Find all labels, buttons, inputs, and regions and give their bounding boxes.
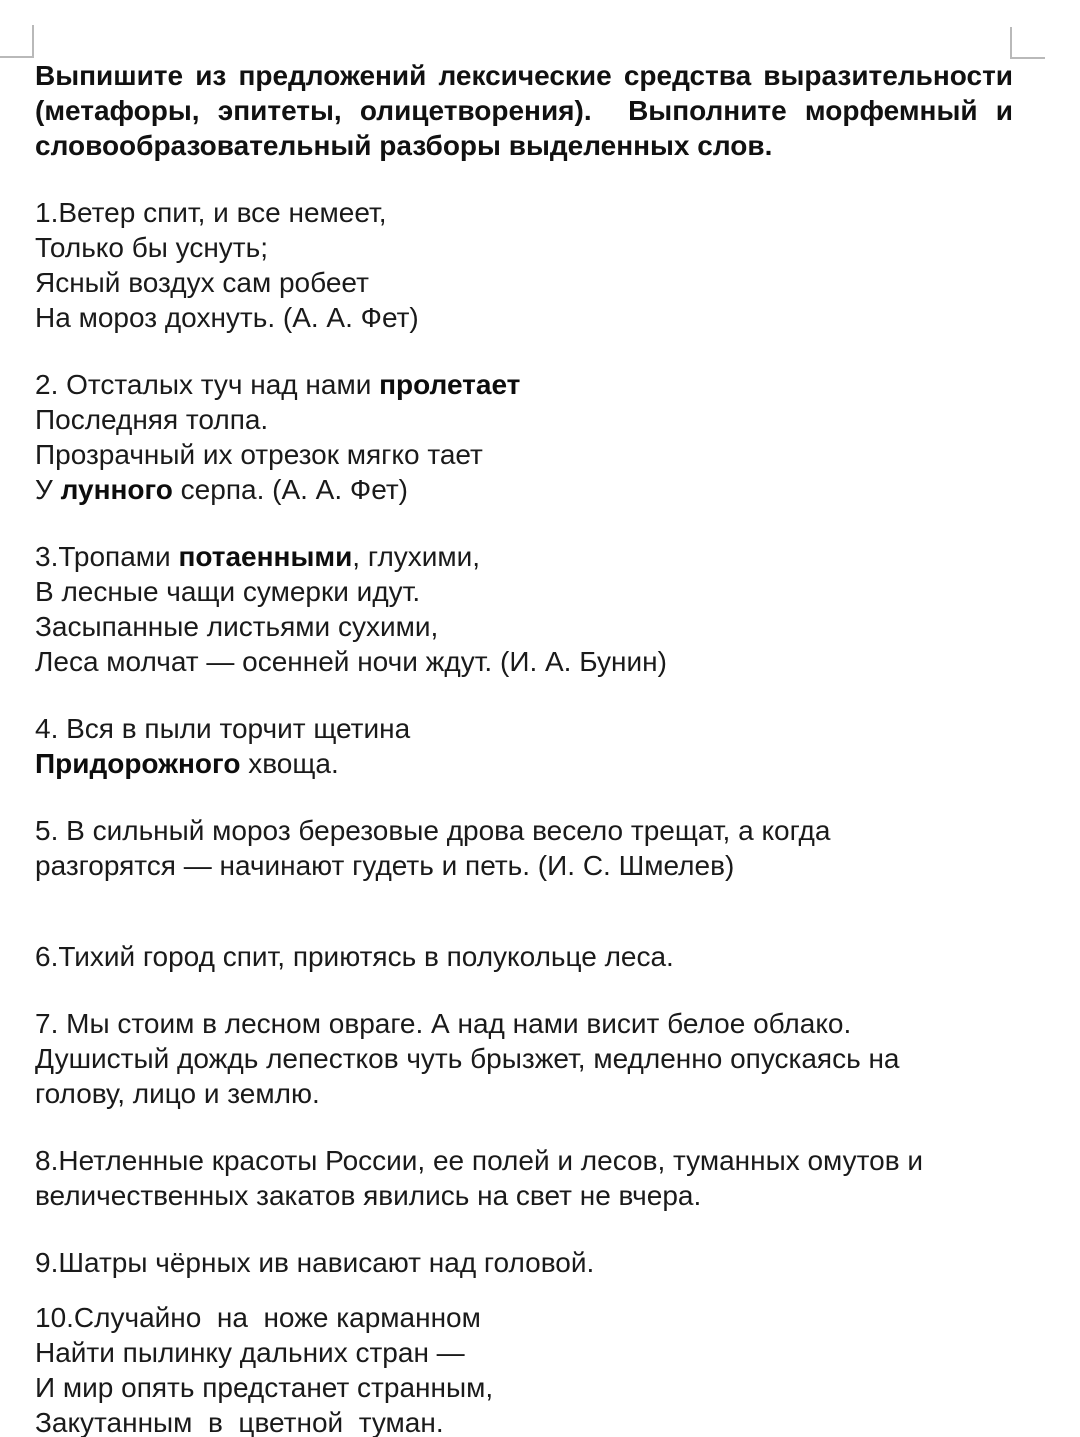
sentence-list [35,195,1013,1437]
page-corner-mark-top-right [1010,27,1045,59]
text-line [35,746,1013,781]
text-line [35,1335,1013,1370]
text-segment: 4. Вся в пыли торчит щетина [35,713,411,744]
text-segment: Прозрачный их отрезок мягко тает [35,439,483,470]
text-segment: У [35,474,61,505]
text-segment: И мир опять предстанет странным, [35,1372,494,1403]
text-line [35,1245,1013,1280]
text-line [35,402,1013,437]
text-line [35,1076,1013,1111]
text-item-9 [35,1245,1013,1280]
text-line [35,539,1013,574]
text-line [35,437,1013,472]
text-segment: 8.Нетленные красоты России, ее полей и лесов, туманных омутов и [35,1145,924,1176]
text-segment: хвоща. [240,748,339,779]
text-line [35,1041,1013,1076]
text-line [35,472,1013,507]
highlighted-word: лунного [60,474,173,505]
page-corner-mark-top-left [0,25,34,58]
text-item-7 [35,1006,1013,1111]
document-content [35,58,1013,1437]
text-line [35,574,1013,609]
text-segment: 1.Ветер спит, и все немеет, [35,197,387,228]
task-instructions-line: (метафоры, эпитеты, олицетворения). Выполните морфемный и [35,95,1013,126]
text-segment: серпа. (А. А. Фет) [172,474,408,505]
text-item-8 [35,1143,1013,1213]
text-segment: На мороз дохнуть. (А. А. Фет) [35,302,419,333]
text-segment: Только бы уснуть; [35,232,268,263]
text-line [35,265,1013,300]
text-line [35,1143,1013,1178]
text-segment: 5. В сильный мороз березовые дрова весело трещат, а когда [35,815,831,846]
text-line [35,711,1013,746]
text-segment: Душистый дождь лепестков чуть брызжет, медленно опускаясь на [35,1043,900,1074]
text-segment: , глухими, [352,541,481,572]
highlighted-word: пролетает [379,369,521,400]
text-item-4 [35,711,1013,781]
text-item-10 [35,1300,1013,1437]
text-segment: 3.Тропами [35,541,179,572]
text-line [35,813,1013,848]
text-segment: 2. Отсталых туч над нами [35,369,380,400]
text-item-2 [35,367,1013,507]
text-line [35,195,1013,230]
text-segment: Ясный воздух сам робеет [35,267,369,298]
text-segment: голову, лицо и землю. [35,1078,320,1109]
highlighted-word: Придорожного [35,748,241,779]
text-segment: 9.Шатры чёрных ив нависают над головой. [35,1247,595,1278]
text-line [35,848,1013,883]
text-segment: величественных закатов явились на свет не вчера. [35,1180,702,1211]
text-segment: Засыпанные листьями сухими, [35,611,439,642]
task-instructions-line: Выпишите из предложений лексические средства выразительности [35,60,1013,91]
text-line [35,609,1013,644]
task-instructions-line: словообразовательный разборы выделенных слов. [35,130,773,161]
text-line [35,367,1013,402]
text-line [35,300,1013,335]
text-segment: Леса молчат — осенней ночи ждут. (И. А. Бунин) [35,646,667,677]
text-segment: Закутанным в цветной туман. [35,1407,444,1437]
text-line [35,1006,1013,1041]
text-line [35,230,1013,265]
text-line [35,1178,1013,1213]
text-segment: 10.Случайно на ноже карманном [35,1302,481,1333]
text-item-3 [35,539,1013,679]
text-segment: 7. Мы стоим в лесном овраге. А над нами висит белое облако. [35,1008,852,1039]
highlighted-word: потаенными [178,541,353,572]
text-segment: Найти пылинку дальних стран — [35,1337,465,1368]
text-item-5 [35,813,1013,883]
task-instructions [35,58,1013,163]
text-item-1 [35,195,1013,335]
text-segment: 6.Тихий город спит, приютясь в полукольце леса. [35,941,674,972]
text-item-6 [35,939,1013,974]
text-segment: Последняя толпа. [35,404,269,435]
text-line [35,939,1013,974]
text-segment: разгорятся — начинают гудеть и петь. (И. С. Шмелев) [35,850,735,881]
text-segment: В лесные чащи сумерки идут. [35,576,421,607]
text-line [35,644,1013,679]
text-line [35,1405,1013,1437]
text-line [35,1370,1013,1405]
text-line [35,1300,1013,1335]
